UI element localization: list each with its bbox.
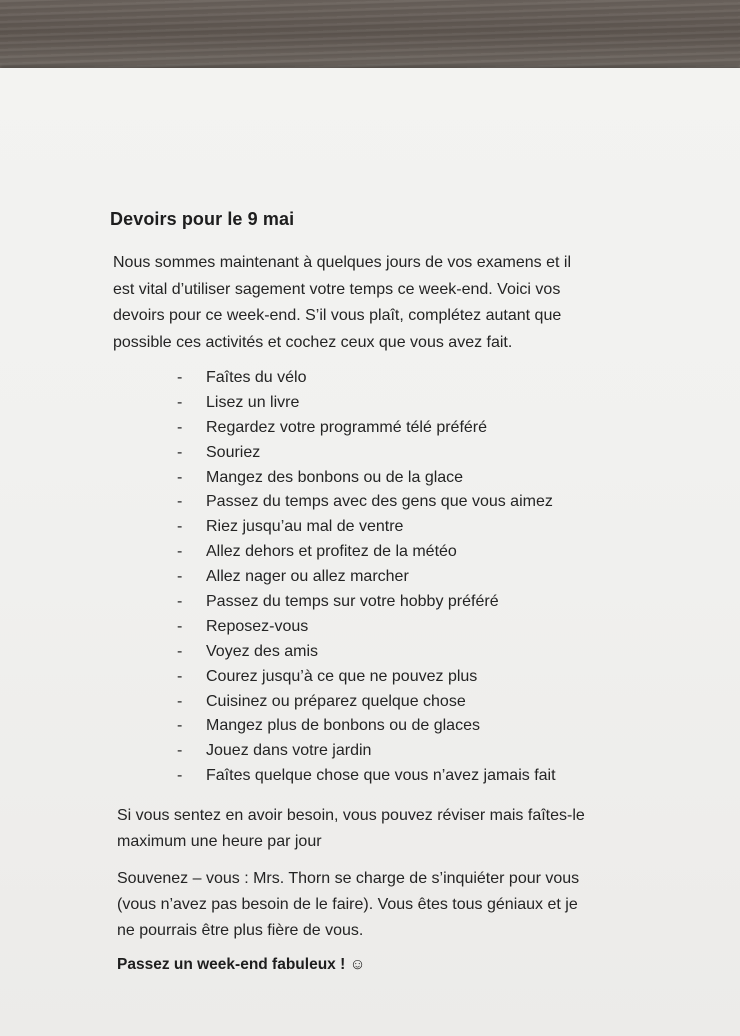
bullet-dash: -: [177, 518, 183, 536]
bullet-dash: -: [177, 418, 183, 436]
task-label: Passez du temps avec des gens que vous aimez: [206, 493, 553, 511]
bullet-dash: -: [177, 443, 183, 461]
reminder-line: (vous n’avez pas besoin de le faire). Vous êtes tous géniaux et je: [117, 896, 578, 913]
bullet-dash: -: [177, 468, 183, 486]
list-item: [177, 764, 556, 789]
table-surface: [0, 0, 740, 72]
list-item: [177, 441, 556, 466]
task-label: Voyez des amis: [206, 642, 319, 660]
task-label: Faîtes du vélo: [206, 369, 307, 386]
task-label: Faîtes quelque chose que vous n’avez jamais fait: [206, 767, 556, 785]
task-label: Allez dehors et profitez de la météo: [206, 543, 457, 561]
list-item: [177, 565, 556, 590]
task-label: Reposez-vous: [206, 617, 309, 635]
list-item: [177, 640, 556, 665]
bullet-dash: -: [177, 617, 183, 635]
intro-line: possible ces activités et cochez ceux que vous avez fait.: [113, 333, 513, 351]
intro-line: est vital d’utiliser sagement votre temps ce week-end. Voici vos: [113, 280, 561, 298]
task-label: Regardez votre programmé télé préféré: [206, 418, 488, 436]
list-item: [177, 366, 556, 391]
list-item: [177, 466, 556, 491]
task-label: Cuisinez ou préparez quelque chose: [206, 692, 466, 710]
bullet-dash: -: [177, 493, 183, 511]
task-label: Mangez des bonbons ou de la glace: [206, 468, 464, 486]
list-item: [177, 739, 556, 764]
bullet-dash: -: [177, 543, 183, 561]
intro-line: Nous sommes maintenant à quelques jours de vos examens et il: [113, 254, 572, 271]
list-item: [177, 690, 556, 715]
bullet-dash: -: [177, 742, 183, 760]
bullet-dash: -: [177, 717, 183, 735]
task-label: Allez nager ou allez marcher: [206, 568, 409, 586]
list-item: [177, 615, 556, 640]
list-item: [177, 391, 556, 416]
revision-line: maximum une heure par jour: [117, 833, 322, 850]
reminder-line: Souvenez – vous : Mrs. Thorn se charge de s’inquiéter pour vous: [117, 870, 580, 887]
document-title: Devoirs pour le 9 mai: [110, 209, 295, 229]
revision-line: Si vous sentez en avoir besoin, vous pouvez réviser mais faîtes-le: [117, 807, 585, 824]
list-item: [177, 714, 556, 739]
task-label: Passez du temps sur votre hobby préféré: [206, 593, 499, 611]
task-label: Courez jusqu’à ce que ne pouvez plus: [206, 667, 478, 685]
bullet-dash: -: [177, 667, 183, 685]
list-item: [177, 515, 556, 540]
bullet-dash: -: [177, 369, 183, 386]
reminder-paragraph: [117, 866, 637, 944]
bullet-dash: -: [177, 642, 183, 660]
closing-line: Passez un week-end fabuleux ! ☺: [117, 956, 366, 973]
bullet-dash: -: [177, 393, 183, 411]
list-item: [177, 590, 556, 615]
list-item: [177, 540, 556, 565]
task-label: Souriez: [206, 443, 261, 461]
reminder-line: ne pourrais être plus fière de vous.: [117, 922, 364, 939]
task-label: Jouez dans votre jardin: [206, 742, 372, 760]
list-item: [177, 665, 556, 690]
revision-paragraph: [117, 803, 637, 855]
intro-paragraph: [113, 250, 633, 356]
bullet-dash: -: [177, 767, 183, 785]
bullet-dash: -: [177, 568, 183, 586]
bullet-dash: -: [177, 593, 183, 611]
bullet-dash: -: [177, 692, 183, 710]
task-label: Mangez plus de bonbons ou de glaces: [206, 717, 480, 735]
intro-line: devoirs pour ce week-end. S’il vous plaît, complétez autant que: [113, 307, 562, 324]
list-item: [177, 416, 556, 441]
task-list: [177, 366, 556, 789]
task-label: Lisez un livre: [206, 393, 300, 411]
task-label: Riez jusqu’au mal de ventre: [206, 518, 404, 536]
list-item: [177, 490, 556, 515]
